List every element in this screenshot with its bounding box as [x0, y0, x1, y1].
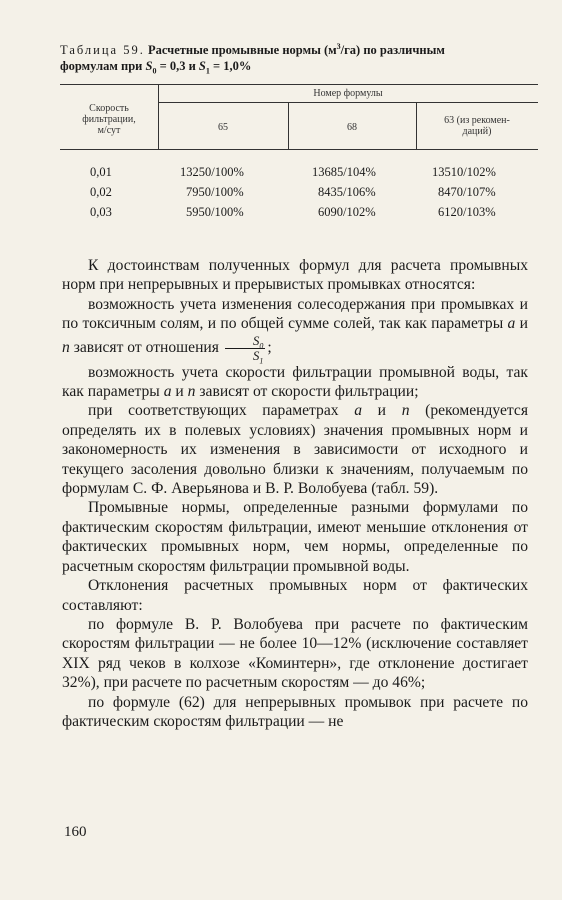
numerator-sub: 0 — [259, 341, 264, 351]
header-col-63-line2: даций) — [462, 126, 492, 137]
header-row-label-line2: фильтрации, — [82, 114, 136, 125]
paragraph-formula-62: по формуле (62) для непрерывных промывок при расчете по фактическим скоростям фильтрации — не — [62, 693, 528, 730]
header-col-68: 68 — [347, 122, 357, 133]
cell-formula-68: 8435/106% — [318, 185, 376, 199]
caption-s1-value: = 1,0% — [212, 59, 252, 73]
conj-and: и — [175, 383, 184, 401]
paragraph-parameters — [62, 401, 528, 498]
paragraph-parameters-tail: (рекомендуется определять их в полевых условиях) значения промывных норм и закономерность их изменения в зависимости от исходного и текущего засоления довольно близки к значениям, получаемым по формулам С. Ф. Аверьянова и В. Р. Волобуева (табл. 59). — [62, 402, 529, 498]
param-a: а — [507, 315, 516, 333]
cell-formula-68: 13685/104% — [312, 165, 376, 179]
table-caption-label: Таблица 59. — [60, 43, 145, 57]
table-group-rule — [158, 102, 538, 103]
param-a: а — [163, 383, 172, 401]
table-top-rule — [60, 84, 538, 85]
body-text — [62, 256, 528, 731]
cell-formula-65: 5950/100% — [186, 205, 244, 219]
cell-formula-65: 13250/100% — [180, 165, 244, 179]
caption-s1: S — [198, 59, 206, 73]
header-row-label-line1: Скорость — [89, 103, 129, 114]
cell-speed: 0,01 — [90, 165, 112, 179]
fraction-denominator — [225, 347, 266, 366]
conj-and: и — [377, 402, 387, 420]
paragraph-filtration-tail: зависят от скорости фильтрации; — [199, 383, 419, 401]
caption-s0-value: = 0,3 и — [159, 59, 196, 73]
cell-speed: 0,03 — [90, 205, 112, 219]
param-n: n — [62, 338, 70, 356]
paragraph-filtration-speed — [62, 363, 528, 402]
table-caption-title-tail: /га) по различным — [340, 43, 445, 57]
caption-s0-sub: 0 — [152, 66, 157, 76]
table-caption-unit-sup: 3 — [336, 41, 341, 51]
paragraph-salt-content-tail: зависят от отношения — [73, 338, 219, 356]
table-caption — [60, 42, 540, 74]
fraction-semicolon: ; — [267, 338, 272, 356]
cell-speed: 0,02 — [90, 185, 112, 199]
header-row-label — [60, 103, 158, 136]
param-n: n — [401, 402, 410, 420]
table-caption-line2: формулам при — [60, 59, 143, 73]
page-number: 160 — [64, 824, 87, 840]
param-a: а — [354, 402, 363, 420]
caption-s1-sub: 1 — [205, 66, 210, 76]
paragraph-deviations: Отклонения расчетных промывных норм от фактических составляют: — [62, 577, 528, 614]
header-group: Номер формулы — [313, 88, 383, 99]
header-col-63 — [416, 115, 538, 137]
ratio-fraction — [225, 332, 266, 366]
param-n: n — [187, 383, 196, 401]
paragraph-filtration-text: возможность учета скорости фильтрации промывной воды, так как параметры — [62, 363, 528, 401]
cell-formula-65: 7950/100% — [186, 185, 244, 199]
denominator-symbol: S — [252, 347, 260, 363]
table-header-rule — [60, 149, 538, 150]
paragraph-salt-content — [62, 295, 528, 366]
paragraph-intro: К достоинствам полученных формул для расчета промывных норм при непрерывных и прерывистых промывках относятся: — [62, 257, 528, 294]
paragraph-volobuev: по формуле В. Р. Волобуева при расчете по фактическим скоростям фильтрации — не более 10—12% (исключение составляет XIX ряд чеков в колхозе «Коминтерн», где отклонение достигает 32%), при расчете по расчетным скоростям — до 46%; — [62, 615, 528, 692]
denominator-sub: 1 — [259, 356, 264, 366]
conj-and: и — [519, 315, 528, 333]
header-row-label-line3: м/сут — [97, 125, 121, 136]
cell-formula-63: 6120/103% — [438, 205, 496, 219]
table-caption-title: Расчетные промывные нормы (м — [147, 43, 337, 57]
caption-s0: S — [145, 59, 153, 73]
paragraph-parameters-text: при соответствующих параметрах — [88, 402, 339, 420]
paragraph-actual-speeds: Промывные нормы, определенные разными формулами по фактическим скоростям фильтрации, имеют меньшие отклонения от фактических промывных норм, чем нормы, определенные по расчетным скоростям фильтрации промывной воды. — [62, 499, 528, 575]
cell-formula-63: 13510/102% — [432, 165, 496, 179]
fraction-numerator — [225, 334, 266, 349]
cell-formula-68: 6090/102% — [318, 205, 376, 219]
paragraph-salt-content-text: возможность учета изменения солесодержания при промывках и по токсичным солям, и по общей сумме солей, так как параметры — [62, 295, 528, 333]
header-col-63-line1: 63 (из рекомен- — [444, 115, 510, 126]
header-col-65: 65 — [218, 122, 228, 133]
numerator-symbol: S — [252, 332, 260, 348]
cell-formula-63: 8470/107% — [438, 185, 496, 199]
